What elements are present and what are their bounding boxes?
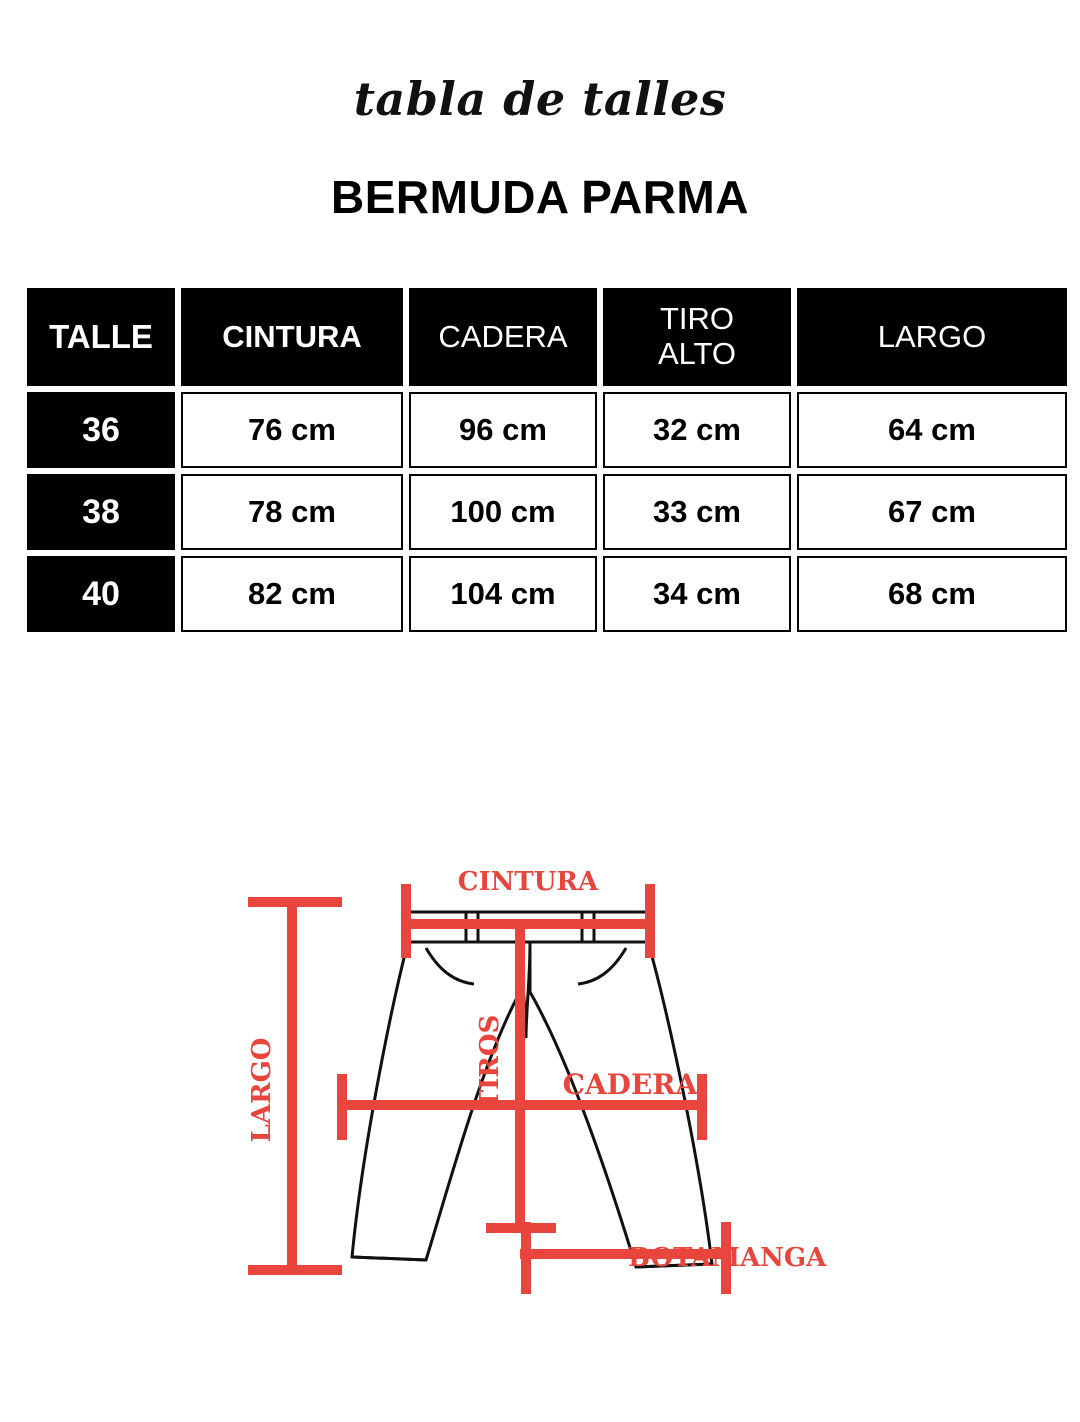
- cell-cadera: 104 cm: [409, 556, 597, 632]
- cell-cintura: 76 cm: [181, 392, 403, 468]
- column-header-tiro-line2: ALTO: [657, 336, 737, 371]
- page-script-title: tabla de talles: [353, 72, 727, 126]
- label-cadera: CADERA: [562, 1068, 698, 1101]
- cell-talle: 40: [27, 556, 175, 632]
- table-header-row: [27, 288, 1067, 386]
- measurement-diagram: [0, 862, 1080, 1362]
- cell-talle: 38: [27, 474, 175, 550]
- page-title: BERMUDA PARMA: [331, 171, 749, 223]
- column-header-cadera: CADERA: [409, 288, 597, 386]
- label-botamanga: BOTAMANGA: [628, 1243, 827, 1273]
- size-table-container: [21, 282, 1059, 638]
- label-cintura: CINTURA: [457, 867, 599, 897]
- table-row: [27, 474, 1067, 550]
- label-tiros: TIROS: [475, 1014, 505, 1110]
- cell-tiro-alto: 34 cm: [603, 556, 791, 632]
- cell-cadera: 96 cm: [409, 392, 597, 468]
- cell-cintura: 78 cm: [181, 474, 403, 550]
- column-header-talle: TALLE: [27, 288, 175, 386]
- cell-cadera: 100 cm: [409, 474, 597, 550]
- column-header-tiro-line1: TIRO: [659, 301, 735, 337]
- cell-largo: 68 cm: [797, 556, 1067, 632]
- cell-talle: 36: [27, 392, 175, 468]
- table-row: [27, 392, 1067, 468]
- cell-tiro-alto: 33 cm: [603, 474, 791, 550]
- column-header-tiro-alto: [603, 288, 791, 386]
- column-header-largo: LARGO: [797, 288, 1067, 386]
- cell-largo: 64 cm: [797, 392, 1067, 468]
- label-largo: LARGO: [247, 1037, 277, 1143]
- cell-cintura: 82 cm: [181, 556, 403, 632]
- table-row: [27, 556, 1067, 632]
- cell-largo: 67 cm: [797, 474, 1067, 550]
- shorts-measure-diagram-svg: [230, 862, 850, 1332]
- size-table: [21, 282, 1073, 638]
- column-header-cintura: CINTURA: [181, 288, 403, 386]
- cell-tiro-alto: 32 cm: [603, 392, 791, 468]
- size-chart-page: [0, 72, 1080, 1422]
